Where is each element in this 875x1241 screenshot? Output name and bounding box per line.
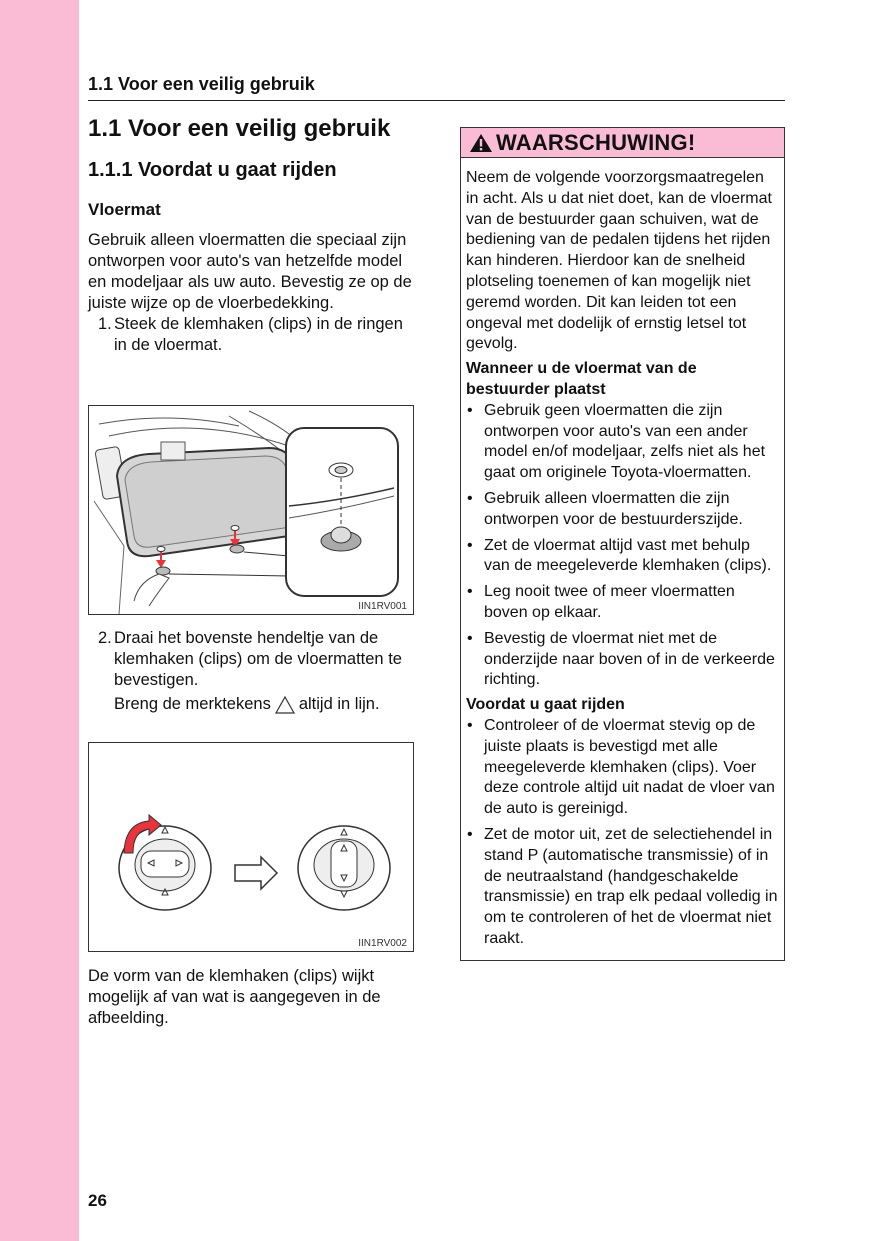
- side-color-band: [0, 0, 79, 1241]
- step-number: 2.: [98, 629, 112, 647]
- step-text: Steek de klemhaken (clips) in de ringen in de vloermat.: [114, 315, 403, 354]
- step-text: Draai het bovenste hendeltje van de klemhaken (clips) om de vloermatten te bevestigen.: [114, 629, 402, 689]
- warning-body: [461, 158, 784, 960]
- step-2: [98, 628, 418, 691]
- running-header: 1.1 Voor een veilig gebruik: [88, 74, 785, 101]
- figure-clip-rotation: [88, 742, 414, 952]
- bullet-icon: •: [467, 489, 473, 507]
- warning-list-item: [466, 536, 778, 578]
- warning-icon: [469, 133, 493, 153]
- warning-section-title: Voordat u gaat rijden: [466, 696, 625, 714]
- warning-list-item: [466, 825, 778, 950]
- note-text-after: altijd in lijn.: [298, 695, 380, 713]
- figure-code: IIN1RV002: [358, 938, 407, 949]
- warning-box: [460, 127, 785, 961]
- bullet-icon: •: [467, 401, 473, 419]
- note-text-before: Breng de merktekens: [114, 695, 271, 713]
- step-2-block: [98, 628, 418, 715]
- figure-code: IIN1RV001: [358, 601, 407, 612]
- right-arrow-icon: [235, 857, 277, 889]
- warning-list-item-text: Zet de motor uit, zet de selectiehendel in stand P (automatische transmissie) of in de neutraalstand (handgeschakelde transmissie) en trap elk pedaal volledig in om te controleren of het de vloermat niet raakt.: [484, 825, 778, 947]
- topic-title: Vloermat: [88, 200, 161, 219]
- warning-list-item-text: Bevestig de vloermat niet met de onderzijde naar boven of in de verkeerde richting.: [484, 629, 775, 689]
- page-number: 26: [88, 1191, 107, 1210]
- bullet-icon: •: [467, 716, 473, 734]
- warning-header: [461, 128, 784, 158]
- warning-list-2: [466, 716, 778, 950]
- left-column: [88, 112, 413, 356]
- step-1: [98, 314, 413, 356]
- warning-section-title: Wanneer u de vloermat van de bestuurder plaatst: [466, 360, 697, 398]
- warning-intro: Neem de volgende voorzorgsmaatregelen in acht. Als u dat niet doet, kan de vloermat van de bestuurder gaan schuiven, wat de bediening van de pedalen tijdens het rijden kan hinderen. Hierdoor kan de snelheid plotseling toenemen of kan mogelijk niet geremd worden. Dit kan leiden tot een ongeval met dodelijk of ernstig letsel tot gevolg.: [466, 169, 772, 353]
- bullet-icon: •: [467, 629, 473, 647]
- step-2-note: [114, 694, 418, 715]
- warning-list-item: [466, 489, 778, 531]
- warning-list-item-text: Leg nooit twee of meer vloermatten boven op elkaar.: [484, 583, 735, 621]
- section-title: 1.1 Voor een veilig gebruik: [88, 115, 391, 142]
- warning-list-item: [466, 629, 778, 691]
- warning-list-item: [466, 716, 778, 820]
- warning-list-item-text: Controleer of de vloermat stevig op de juiste plaats is bevestigd met alle meegeleverde klemhaken (clips). Voer deze controle altijd uit nadat de vloer van de auto is gereinigd.: [484, 716, 775, 818]
- bullet-icon: •: [467, 583, 473, 601]
- bullet-icon: •: [467, 536, 473, 554]
- figure-floor-mat-clips: [88, 405, 414, 615]
- warning-list-item: [466, 401, 778, 484]
- clip-rotation-illustration: [89, 743, 413, 951]
- subsection-title: 1.1.1 Voordat u gaat rijden: [88, 159, 337, 181]
- warning-list-1: [466, 401, 778, 691]
- warning-list-item-text: Zet de vloermat altijd vast met behulp van de meegeleverde klemhaken (clips).: [484, 536, 772, 575]
- right-column: [460, 127, 785, 961]
- bullet-icon: •: [467, 825, 473, 843]
- warning-list-item: [466, 582, 778, 624]
- clip-shape-note: De vorm van de klemhaken (clips) wijkt mogelijk af van wat is aangegeven in de afbeelding.: [88, 967, 381, 1027]
- intro-paragraph: Gebruik alleen vloermatten die speciaal zijn ontworpen voor auto's van hetzelfde model en modeljaar als uw auto. Bevestig ze op de juiste wijze op de vloerbedekking.: [88, 231, 412, 312]
- triangle-mark-icon: [271, 695, 299, 715]
- warning-title: WAARSCHUWING!: [496, 129, 696, 155]
- step-number: 1.: [98, 315, 112, 333]
- warning-list-item-text: Gebruik alleen vloermatten die zijn ontworpen voor de bestuurderszijde.: [484, 489, 743, 528]
- floor-mat-illustration: [89, 406, 413, 614]
- warning-list-item-text: Gebruik geen vloermatten die zijn ontworpen voor auto's van een ander model en/of modeljaar, zelfs niet als het gaat om originele Toyota-vloermatten.: [484, 401, 766, 482]
